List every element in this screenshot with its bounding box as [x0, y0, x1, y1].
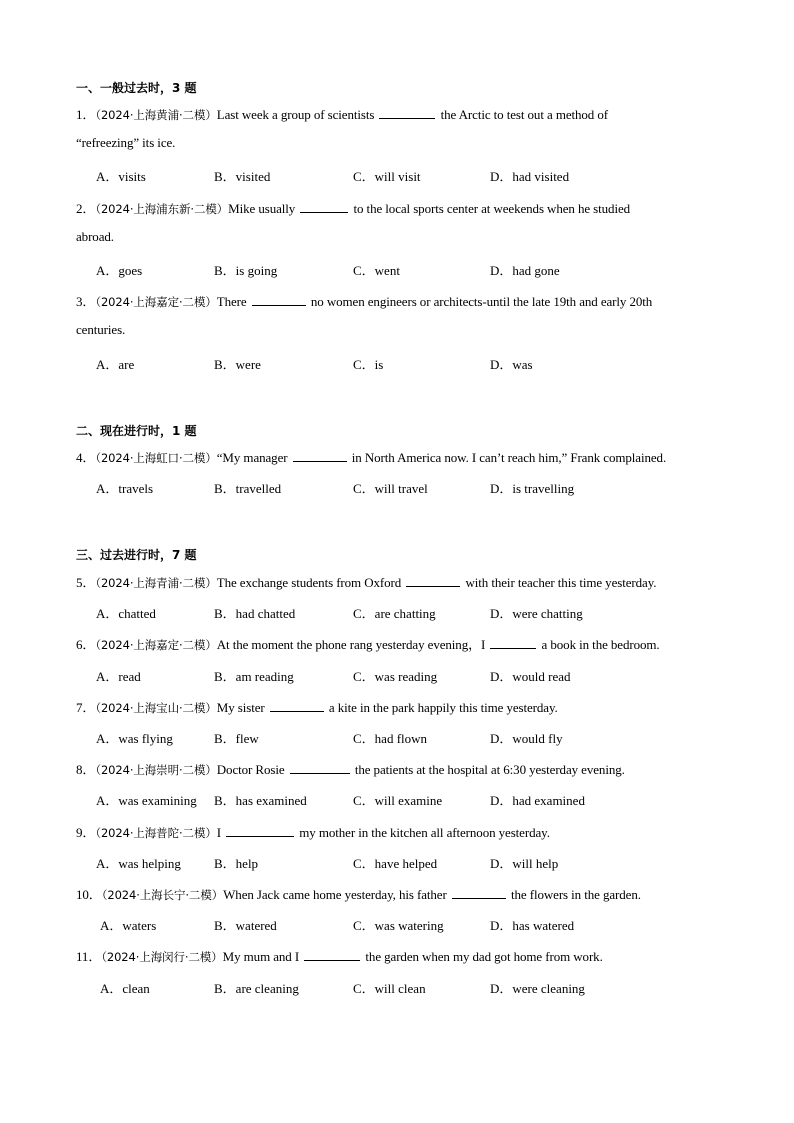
- option-d: D．will help: [490, 856, 559, 871]
- question-source: （2024·上海黄浦·二模）: [95, 108, 217, 122]
- question-number: 7．: [76, 700, 96, 715]
- option-a: A．are: [96, 357, 135, 372]
- question-stem-start: Mike usually: [228, 201, 296, 216]
- question-7: [76, 697, 558, 716]
- question-5: [76, 572, 656, 591]
- question-source: （2024·上海虹口·二模）: [95, 451, 217, 465]
- option-b: B．help: [214, 856, 259, 871]
- option-b: B．visited: [214, 169, 271, 184]
- option-c: C．was reading: [353, 669, 438, 684]
- question-stem-end: with their teacher this time yesterday.: [465, 575, 657, 590]
- question-1-continued: “refreezing” its ice.: [76, 135, 176, 150]
- option-a: A．waters: [100, 918, 157, 933]
- option-b: B．has examined: [214, 793, 307, 808]
- question-6: [76, 634, 660, 653]
- question-number: 11．: [76, 949, 102, 964]
- answer-blank: [490, 637, 536, 649]
- question-3: [76, 291, 652, 310]
- option-a: A．visits: [96, 169, 146, 184]
- question-number: 3．: [76, 294, 96, 309]
- option-c: C．went: [353, 263, 400, 278]
- question-source: （2024·上海闵行·二模）: [101, 950, 223, 964]
- question-source: （2024·上海普陀·二模）: [95, 826, 217, 840]
- question-stem-end: a book in the bedroom.: [541, 637, 660, 652]
- question-source: （2024·上海宝山·二模）: [95, 701, 217, 715]
- option-d: D．had visited: [490, 169, 570, 184]
- option-c: C．will examine: [353, 793, 443, 808]
- question-source: （2024·上海嘉定·二模）: [95, 295, 217, 309]
- question-stem-end: no women engineers or architects-until the late 19th and early 20th: [310, 294, 653, 309]
- option-d: D．would fly: [490, 731, 563, 746]
- question-stem-end: the flowers in the garden.: [511, 887, 641, 902]
- options-row-8: [96, 790, 736, 806]
- option-c: C．are chatting: [353, 606, 436, 621]
- option-c: C．will visit: [353, 169, 421, 184]
- option-d: D．has watered: [490, 918, 575, 933]
- option-b: B．watered: [214, 918, 277, 933]
- question-source: （2024·上海崇明·二模）: [95, 763, 217, 777]
- option-c: C．will clean: [353, 981, 426, 996]
- option-d: D．would read: [490, 669, 571, 684]
- question-9: [76, 822, 550, 841]
- option-a: A．chatted: [96, 606, 156, 621]
- question-3-continued: centuries.: [76, 322, 126, 337]
- options-row-10: [100, 915, 740, 931]
- option-d: D．were chatting: [490, 606, 583, 621]
- question-number: 2．: [76, 201, 96, 216]
- question-stem-start: I: [216, 825, 221, 840]
- answer-blank: [452, 887, 506, 899]
- answer-blank: [300, 201, 348, 213]
- option-d: D．were cleaning: [490, 981, 585, 996]
- question-stem-start: The exchange students from Oxford: [216, 575, 402, 590]
- options-row-9: [96, 853, 736, 869]
- option-d: D．had gone: [490, 263, 560, 278]
- option-a: A．was helping: [96, 856, 181, 871]
- question-number: 10．: [76, 887, 102, 902]
- question-stem-start: “My manager: [216, 450, 288, 465]
- question-stem-start: Doctor Rosie: [216, 762, 285, 777]
- option-a: A．goes: [96, 263, 143, 278]
- question-10: [76, 884, 641, 903]
- question-stem-end: to the local sports center at weekends when he studied: [353, 201, 631, 216]
- option-c: C．will travel: [353, 481, 428, 496]
- options-row-5: [96, 603, 736, 619]
- option-c: C．had flown: [353, 731, 428, 746]
- question-11: [76, 946, 603, 965]
- question-8: [76, 759, 625, 778]
- section-title: 二、现在进行时，1 题: [76, 424, 197, 438]
- option-c: C．was watering: [353, 918, 444, 933]
- question-stem-start: My sister: [216, 700, 265, 715]
- question-stem-start: At the moment the phone rang yesterday evening，I: [216, 637, 486, 652]
- question-stem-start: There: [216, 294, 247, 309]
- option-a: A．was examining: [96, 793, 197, 808]
- option-c: C．have helped: [353, 856, 438, 871]
- question-4: [76, 447, 666, 466]
- question-source: （2024·上海长宁·二模）: [101, 888, 224, 902]
- options-row-6: [96, 666, 736, 682]
- question-2: [76, 198, 630, 217]
- answer-blank: [379, 107, 435, 119]
- option-b: B．are cleaning: [214, 981, 299, 996]
- option-b: B．is going: [214, 263, 278, 278]
- question-source: （2024·上海浦东新·二模）: [95, 202, 229, 216]
- options-row-3: [96, 354, 736, 370]
- option-a: A．clean: [100, 981, 150, 996]
- options-row-4: [96, 478, 736, 494]
- option-b: B．am reading: [214, 669, 294, 684]
- question-source: （2024·上海嘉定·二模）: [95, 638, 217, 652]
- question-stem-end: the Arctic to test out a method of: [440, 107, 608, 122]
- option-b: B．were: [214, 357, 261, 372]
- options-row-7: [96, 728, 736, 744]
- answer-blank: [293, 450, 347, 462]
- question-stem-end: my mother in the kitchen all afternoon yesterday.: [299, 825, 550, 840]
- question-source: （2024·上海青浦·二模）: [95, 576, 217, 590]
- question-stem-end: the patients at the hospital at 6:30 yesterday evening.: [354, 762, 625, 777]
- options-row-11: [100, 978, 740, 994]
- question-stem-start: My mum and I: [222, 949, 300, 964]
- question-number: 4．: [76, 450, 96, 465]
- question-2-continued: abroad.: [76, 229, 114, 244]
- answer-blank: [406, 575, 460, 587]
- answer-blank: [226, 825, 294, 837]
- option-a: A．travels: [96, 481, 154, 496]
- question-number: 6．: [76, 637, 96, 652]
- question-1: [76, 104, 608, 123]
- option-b: B．flew: [214, 731, 259, 746]
- question-stem-end: in North America now. I can’t reach him,” Frank complained.: [351, 450, 667, 465]
- answer-blank: [270, 700, 324, 712]
- question-stem-start: Last week a group of scientists: [216, 107, 375, 122]
- option-d: D．was: [490, 357, 533, 372]
- section-title: 一、一般过去时，3 题: [76, 81, 197, 95]
- answer-blank: [252, 294, 306, 306]
- question-stem-end: a kite in the park happily this time yesterday.: [328, 700, 558, 715]
- question-number: 1．: [76, 107, 96, 122]
- section-title: 三、过去进行时，7 题: [76, 548, 197, 562]
- option-d: D．had examined: [490, 793, 585, 808]
- answer-blank: [304, 949, 360, 961]
- question-stem-end: the garden when my dad got home from work.: [365, 949, 603, 964]
- option-c: C．is: [353, 357, 384, 372]
- question-number: 9．: [76, 825, 96, 840]
- options-row-1: [96, 166, 736, 182]
- option-b: B．travelled: [214, 481, 282, 496]
- option-b: B．had chatted: [214, 606, 296, 621]
- question-number: 5．: [76, 575, 96, 590]
- options-row-2: [96, 260, 736, 276]
- option-a: A．read: [96, 669, 141, 684]
- answer-blank: [290, 762, 350, 774]
- question-number: 8．: [76, 762, 96, 777]
- option-a: A．was flying: [96, 731, 173, 746]
- question-stem-start: When Jack came home yesterday, his father: [223, 887, 447, 902]
- option-d: D．is travelling: [490, 481, 575, 496]
